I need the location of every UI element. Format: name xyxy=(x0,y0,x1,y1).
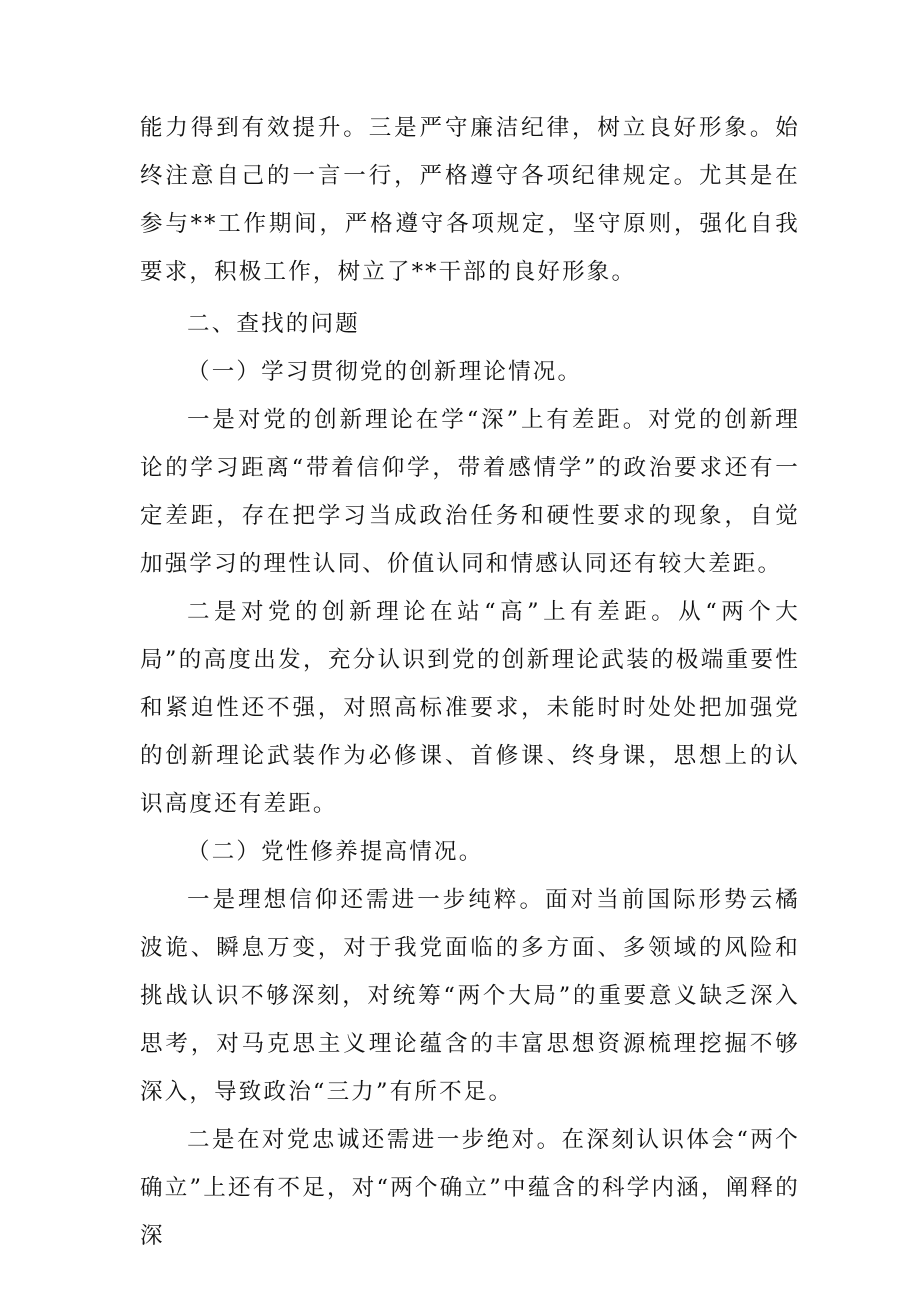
subsection-heading-1: （一）学习贯彻党的创新理论情况。 xyxy=(187,359,583,385)
paragraph-ideals: 一是理想信仰还需进一步纯粹。面对当前国际形势云橘波诡、瞬息万变，对于我党面临的多方面、多领域的风险和挑战认识不够深刻，对统筹“两个大局”的重要意义缺乏深入思考，对马克思主义理论蕴含的丰富思想资源梳理挖掘不够深入，导致政治“三力”有所不足。 xyxy=(140,887,800,1105)
subsection-heading-2: （二）党性修养提高情况。 xyxy=(187,839,484,865)
paragraph-loyalty: 二是在对党忠诚还需进一步绝对。在深刻认识体会“两个确立”上还有不足，对“两个确立”中蕴含的科学内涵，阐释的深 xyxy=(140,1127,800,1249)
document-body xyxy=(140,104,800,1260)
section-heading: 二、查找的问题 xyxy=(187,311,360,337)
paragraph-theory-depth: 一是对党的创新理论在学“深”上有差距。对党的创新理论的学习距离“带着信仰学，带着感情学”的政治要求还有一定差距，存在把学习当成政治任务和硬性要求的现象，自觉加强学习的理性认同、价值认同和情感认同还有较大差距。 xyxy=(140,407,800,577)
paragraph-continuation: 能力得到有效提升。三是严守廉洁纪律，树立良好形象。始终注意自己的一言一行，严格遵守各项纪律规定。尤其是在参与**工作期间，严格遵守各项规定，坚守原则，强化自我要求，积极工作，树立了**干部的良好形象。 xyxy=(140,115,800,285)
paragraph-theory-height: 二是对党的创新理论在站“高”上有差距。从“两个大局”的高度出发，充分认识到党的创新理论武装的极端重要性和紧迫性还不强，对照高标准要求，未能时时处处把加强党的创新理论武装作为必修课、首修课、终身课，思想上的认识高度还有差距。 xyxy=(140,599,800,817)
